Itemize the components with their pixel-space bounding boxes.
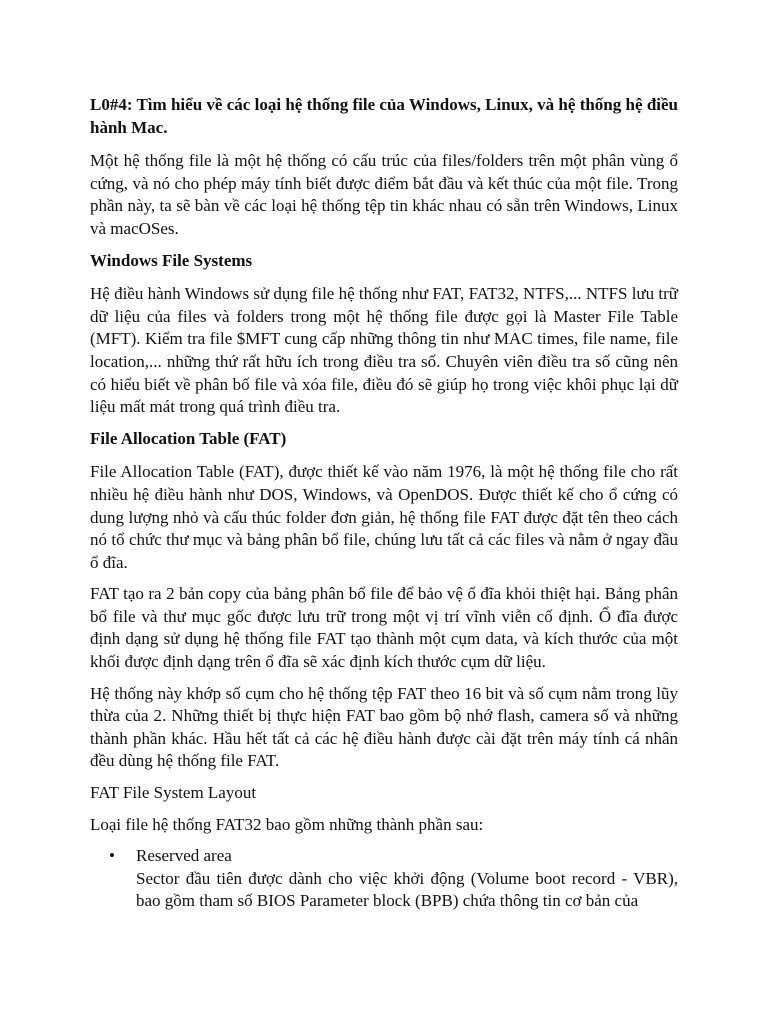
list-item	[109, 845, 678, 913]
layout-section-heading: FAT File System Layout	[90, 783, 257, 803]
windows-section-heading: Windows File Systems	[90, 250, 253, 270]
fat-paragraph-1: File Allocation Table (FAT), được thiết kế vào năm 1976, là một hệ thống file cho rất nhiều hệ điều hành như DOS, Windows, và OpenDOS. Được thiết kế cho ổ cứng có dung lượng nhỏ và cấu thúc folder đơn giản, hệ thống file FAT được đặt tên theo cách nó tổ chức thư mục và bảng phân bổ file, chúng lưu tất cả các files và nằm ở ngay đầu ổ đĩa.	[90, 462, 678, 572]
windows-section-paragraph: Hệ điều hành Windows sử dụng file hệ thống như FAT, FAT32, NTFS,... NTFS lưu trữ dữ liệu của files và folders trong một hệ thống file được gọi là Master File Table (MFT). Kiểm tra file $MFT cung cấp những thông tin như MAC times, file name, file location,... những thứ rất hữu ích trong điều tra số. Chuyên viên điều tra số cũng nên có hiểu biết về phân bố file và xóa file, điều đó sẽ giúp họ trong việc khôi phục lại dữ liệu mất mát trong quá trình điều tra.	[90, 284, 678, 417]
bullet-marker: •	[109, 846, 115, 866]
document-title: L0#4: Tìm hiểu về các loại hệ thống file của Windows, Linux, và hệ thống hệ điều hành Mac.	[90, 95, 678, 137]
components-list	[90, 845, 678, 913]
fat-paragraph-2: FAT tạo ra 2 bản copy của bảng phân bổ file để bảo vệ ổ đĩa khỏi thiệt hại. Bảng phân bổ file và thư mục gốc được lưu trữ trong một vị trí vĩnh viễn cố định. Ổ đĩa được định dạng sử dụng hệ thống file FAT tạo thành một cụm data, và kích thước của một khối được định dạng trên ổ đĩa sẽ xác định kích thước cụm dữ liệu.	[90, 584, 678, 672]
list-item-title: Reserved area	[136, 846, 232, 866]
document-page	[90, 94, 678, 913]
fat-section-heading: File Allocation Table (FAT)	[90, 428, 287, 448]
list-item-description: Sector đầu tiên được dành cho việc khởi động (Volume boot record - VBR), bao gồm tham số BIOS Parameter block (BPB) chứa thông tin cơ bản của	[136, 868, 678, 911]
fat-paragraph-3: Hệ thống này khớp số cụm cho hệ thống tệp FAT theo 16 bit và số cụm nằm trong lũy thừa của 2. Những thiết bị thực hiện FAT bao gồm bộ nhớ flash, camera số và những thành phần khác. Hầu hết tất cả các hệ điều hành được cài đặt trên máy tính cá nhân đều dùng hệ thống file FAT.	[90, 683, 678, 771]
layout-intro-paragraph: Loại file hệ thống FAT32 bao gồm những thành phần sau:	[90, 814, 484, 834]
intro-paragraph: Một hệ thống file là một hệ thống có cấu trúc của files/folders trên một phân vùng ổ cứng, và nó cho phép máy tính biết được điểm bắt đầu và kết thúc của một file. Trong phần này, ta sẽ bàn về các loại hệ thống tệp tin khác nhau có sẵn trên Windows, Linux và macOSes.	[90, 151, 678, 238]
